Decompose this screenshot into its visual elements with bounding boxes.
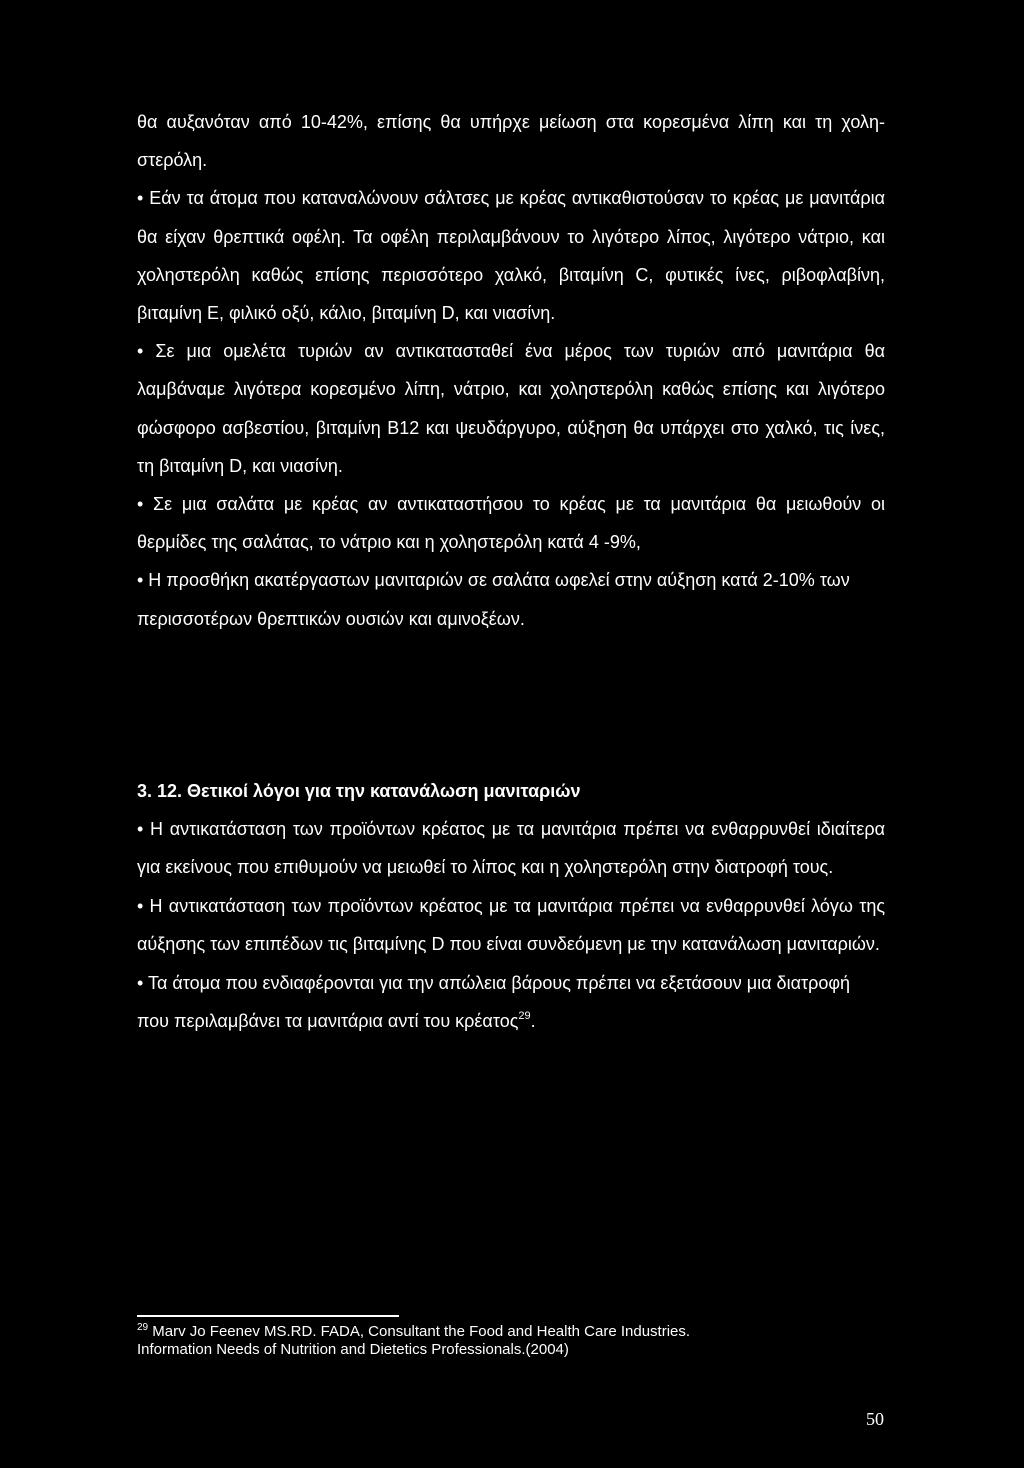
bullet-vitamin-d: • Η αντικατάσταση των προϊόντων κρέατος με τα μανιτάρια πρέπει να ενθαρρυνθεί λόγω της αύξησης των επιπέδων τις βιταμίνης D που είναι συνδεόμενη με την κατανάλωση μανιταριών. — [137, 895, 885, 955]
bullet-weight-loss-end: . — [530, 1011, 536, 1032]
body-text — [137, 103, 885, 638]
bullet-weight-loss — [137, 964, 885, 1041]
bullet-sauces: • Εάν τα άτομα που καταναλώνουν σάλτσες με κρέας αντικαθιστούσαν το κρέας με μανιτάρια θα είχαν θρεπτικά οφέλη. Τα οφέλη περιλαμβάνουν το λιγότερο λίπος, λιγότερο νάτριο, και χοληστερόλη καθώς επίσης περισσότερο χαλκό, βιταμίνη C, φυτικές ίνες, ριβοφλαβίνη, βιταμίνη Ε, φιλικό οξύ, κάλιο, βιταμίνη D, και νιασίνη. — [137, 188, 885, 324]
footnote — [137, 1323, 885, 1359]
bullet-weight-loss-text: • Τα άτομα που ενδιαφέρονται για την απώλεια βάρους πρέπει να εξετάσουν μια διατροφή που περιλαμβάνει τα μανιτάρια αντί του κρέατος — [137, 972, 851, 1032]
bullet-omelette: • Σε μια ομελέτα τυριών αν αντικατασταθεί ένα μέρος των τυριών από μανιτάρια θα λαμβάναμε λιγότερα κορεσμένο λίπη, νάτριο, και χοληστερόλη καθώς επίσης και λιγότερο φώσφορο ασβεστίου, βιταμίνη Β12 και ψευδάργυρο, αύξηση θα υπάρχει στο χαλκό, τις ίνες, τη βιταμίνη D, και νιασίνη. — [137, 341, 885, 476]
bullet-raw-mushrooms: • Η προσθήκη ακατέργαστων μανιταριών σε σαλάτα ωφελεί στην αύξηση κατά 2-10% των περισσοτέρων θρεπτικών ουσιών και αμινοξέων. — [137, 570, 850, 629]
footnote-reference[interactable]: 29 — [518, 1010, 531, 1023]
footnote-marker: 29 — [137, 1322, 149, 1333]
bullet-meat-salad: • Σε μια σαλάτα με κρέας αν αντικαταστήσου το κρέας με τα μανιτάρια θα μειωθούν οι θερμίδες της σαλάτας, το νάτριο και η χοληστερόλη κατά 4 -9%, — [137, 494, 885, 553]
section-bullets — [137, 810, 885, 1040]
paragraph-continuation: θα αυξανόταν από 10-42%, επίσης θα υπήρχε μείωση στα κορεσμένα λίπη και τη χοληστερόλη. — [137, 112, 885, 171]
footnote-line-1 — [137, 1323, 885, 1341]
section-heading: 3. 12. Θετικοί λόγοι για την κατανάλωση μανιταριών — [137, 781, 581, 801]
footnote-citation: Marv Jo Feenev MS.RD. FADA, Consultant the Food and Health Care Industries. — [148, 1323, 691, 1340]
footnote-line-2: Information Needs of Nutrition and Dietetics Professionals.(2004) — [137, 1341, 569, 1358]
bullet-fat-cholesterol: • Η αντικατάσταση των προϊόντων κρέατος με τα μανιτάρια πρέπει να ενθαρρυνθεί ιδιαίτερα για εκείνους που επιθυμούν να μειωθεί το λίπος και η χοληστερόλη στην διατροφή τους. — [137, 819, 885, 878]
footnote-separator — [137, 1315, 399, 1317]
page-number: 50 — [866, 1409, 884, 1429]
